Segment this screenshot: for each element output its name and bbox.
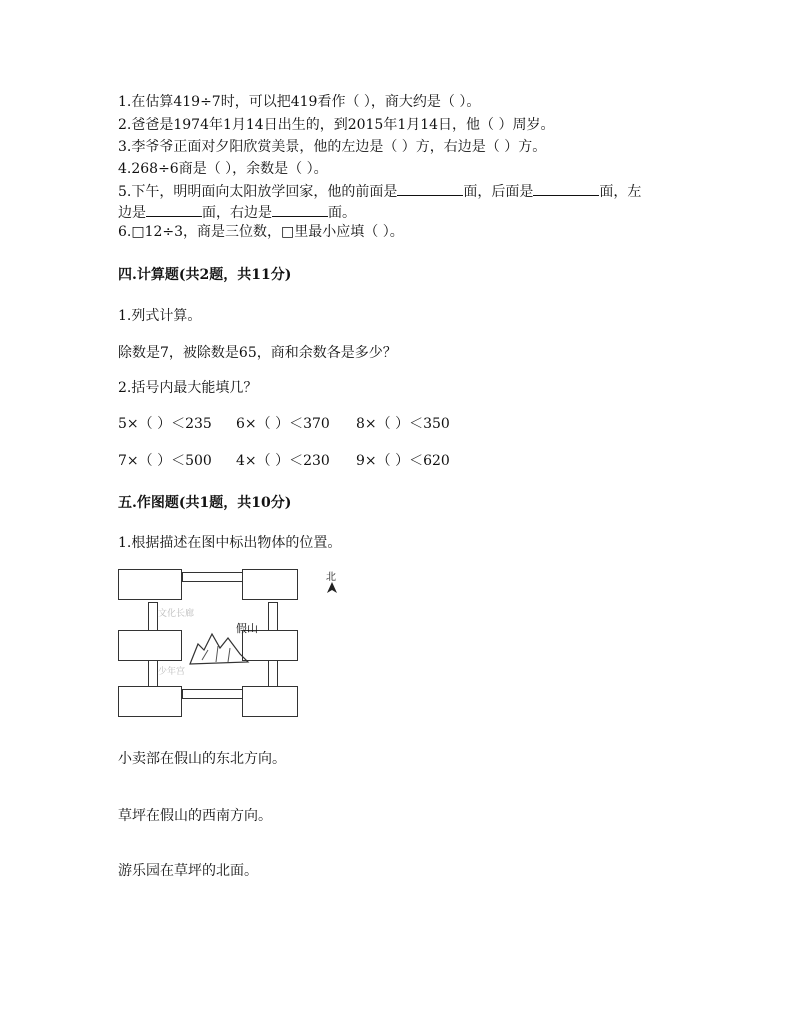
question-3: 3.李爷爷正面对夕阳欣赏美景，他的左边是（ ）方，右边是（ ）方。: [118, 139, 547, 155]
calc-q1-text: 除数是7，被除数是65，商和余数各是多少？: [118, 345, 397, 361]
map-box-sw[interactable]: [118, 686, 182, 717]
hill-label: 假山: [236, 622, 258, 635]
north-label: 北: [326, 572, 336, 583]
school-map: [118, 566, 340, 716]
q5-text-2: 面，后面是: [463, 184, 534, 200]
inequality: 5×（ ）＜235: [118, 416, 212, 432]
answer-blank[interactable]: [533, 181, 599, 196]
map-box-w[interactable]: [118, 630, 182, 661]
statement-lawn: 草坪在假山的西南方向。: [118, 808, 272, 824]
inequality: 7×（ ）＜500: [118, 453, 212, 469]
map-box-ne[interactable]: [242, 569, 298, 600]
faint-map-text: 少年宫: [158, 667, 186, 677]
map-road: [182, 572, 246, 582]
map-box-nw[interactable]: [118, 569, 182, 600]
question-4: 4.268÷6商是（ ），余数是（ ）。: [118, 161, 328, 177]
section-4-heading: 四.计算题(共2题，共11分): [118, 267, 292, 283]
q5-text-6: 面。: [328, 205, 356, 221]
inequality: 9×（ ）＜620: [356, 453, 450, 469]
section-5-heading: 五.作图题(共1题，共10分): [118, 495, 292, 511]
q5-text-3: 面，左: [599, 184, 642, 200]
inequality: 6×（ ）＜370: [236, 416, 330, 432]
question-5-line-1: [118, 181, 641, 202]
statement-playground: 游乐园在草坪的北面。: [118, 863, 258, 879]
answer-blank[interactable]: [146, 202, 202, 217]
q5-text-1: 5.下午，明明面向太阳放学回家，他的前面是: [118, 184, 398, 200]
calc-q1-title: 1.列式计算。: [118, 308, 202, 324]
inequality: 8×（ ）＜350: [356, 416, 450, 432]
question-1: 1.在估算419÷7时，可以把419看作（ ），商大约是（ ）。: [118, 94, 481, 110]
q5-text-4: 边是: [118, 205, 146, 221]
answer-blank[interactable]: [272, 202, 328, 217]
answer-blank[interactable]: [397, 181, 463, 196]
inequality: 4×（ ）＜230: [236, 453, 330, 469]
map-box-se[interactable]: [242, 686, 298, 717]
map-road: [182, 689, 246, 699]
question-5-line-2: [118, 202, 356, 223]
calc-q2-title: 2.括号内最大能填几？: [118, 380, 258, 396]
faint-map-text: 文化长廊: [158, 609, 195, 619]
question-2: 2.爸爸是1974年1月14日出生的，到2015年1月14日，他（ ）周岁。: [118, 117, 555, 133]
north-arrow-icon: [327, 582, 337, 594]
statement-shop: 小卖部在假山的东北方向。: [118, 751, 286, 767]
question-6: 6.□12÷3，商是三位数，□里最小应填（ ）。: [118, 224, 404, 240]
drawing-q1-title: 1.根据描述在图中标出物体的位置。: [118, 535, 342, 551]
q5-text-5: 面，右边是: [202, 205, 272, 221]
